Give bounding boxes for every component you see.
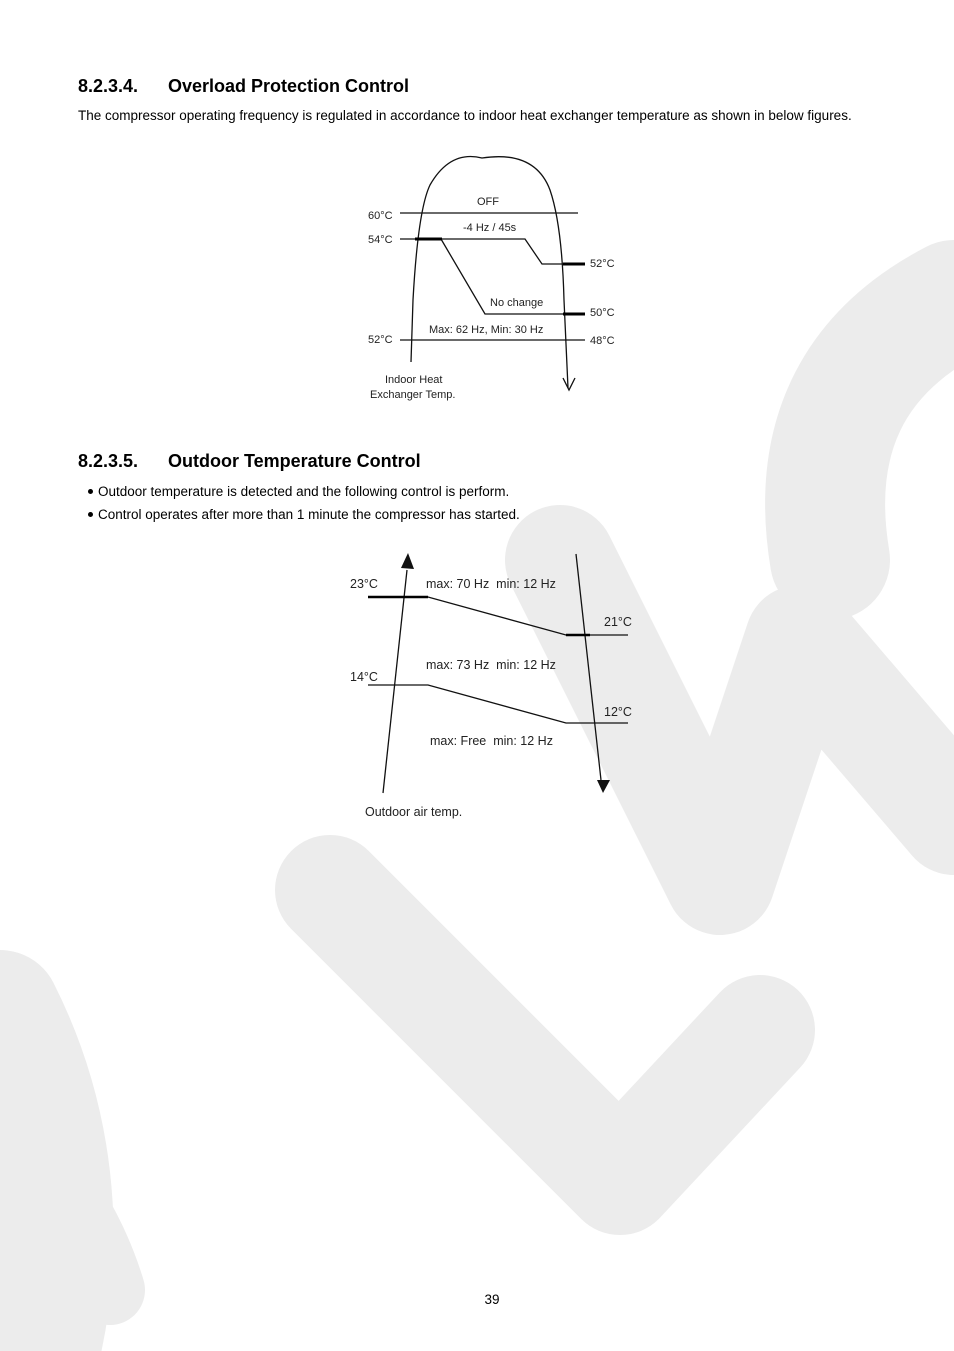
zone-off: OFF bbox=[477, 196, 499, 208]
upper-threshold-line bbox=[368, 597, 628, 635]
bullet-dot-icon bbox=[88, 489, 93, 494]
zone-1: max: 70 Hz min: 12 Hz bbox=[426, 577, 556, 591]
section-paragraph: The compressor operating frequency is regulated in accordance to indoor heat exchanger temperature as shown in below figures. bbox=[78, 108, 852, 123]
line-54c-to-52c bbox=[400, 239, 585, 264]
label-52c-right: 52°C bbox=[590, 258, 615, 270]
zone-no-change: No change bbox=[490, 297, 544, 309]
label-54c: 54°C bbox=[368, 234, 393, 246]
zone-decrease: -4 Hz / 45s bbox=[463, 222, 517, 234]
bullet-item: Control operates after more than 1 minute the compressor has started. bbox=[88, 507, 520, 522]
zone-limit: Max: 62 Hz, Min: 30 Hz bbox=[429, 324, 544, 336]
label-60c: 60°C bbox=[368, 210, 393, 222]
outdoor-temperature-diagram bbox=[0, 540, 954, 840]
label-48c: 48°C bbox=[590, 335, 615, 347]
rising-axis bbox=[383, 570, 407, 793]
axis-label: Outdoor air temp. bbox=[365, 805, 463, 819]
rising-curve bbox=[411, 157, 568, 388]
zone-2: max: 73 Hz min: 12 Hz bbox=[426, 658, 556, 672]
section-number: 8.2.3.4. bbox=[78, 76, 139, 96]
axis-label-line1: Indoor Heat bbox=[385, 374, 443, 386]
label-52c-left: 52°C bbox=[368, 334, 393, 346]
down-arrow-icon bbox=[597, 780, 610, 793]
falling-axis bbox=[576, 554, 601, 780]
section-title: Outdoor Temperature Control bbox=[168, 451, 421, 471]
bullet-item: Outdoor temperature is detected and the following control is perform. bbox=[88, 484, 509, 499]
page-number: 39 bbox=[484, 1292, 500, 1307]
overload-protection-diagram bbox=[0, 0, 954, 420]
label-21c: 21°C bbox=[604, 615, 632, 629]
section-number: 8.2.3.5. bbox=[78, 451, 139, 471]
section-title: Overload Protection Control bbox=[168, 76, 410, 96]
bullet-dot-icon bbox=[88, 512, 93, 517]
label-50c: 50°C bbox=[590, 307, 615, 319]
label-12c: 12°C bbox=[604, 705, 632, 719]
label-14c: 14°C bbox=[350, 670, 378, 684]
up-arrow-icon bbox=[401, 553, 414, 569]
lower-threshold-line bbox=[368, 685, 628, 723]
arrow-head bbox=[563, 378, 575, 390]
axis-label-line2: Exchanger Temp. bbox=[370, 389, 456, 401]
zone-3: max: Free min: 12 Hz bbox=[430, 734, 553, 748]
label-23c: 23°C bbox=[350, 577, 378, 591]
